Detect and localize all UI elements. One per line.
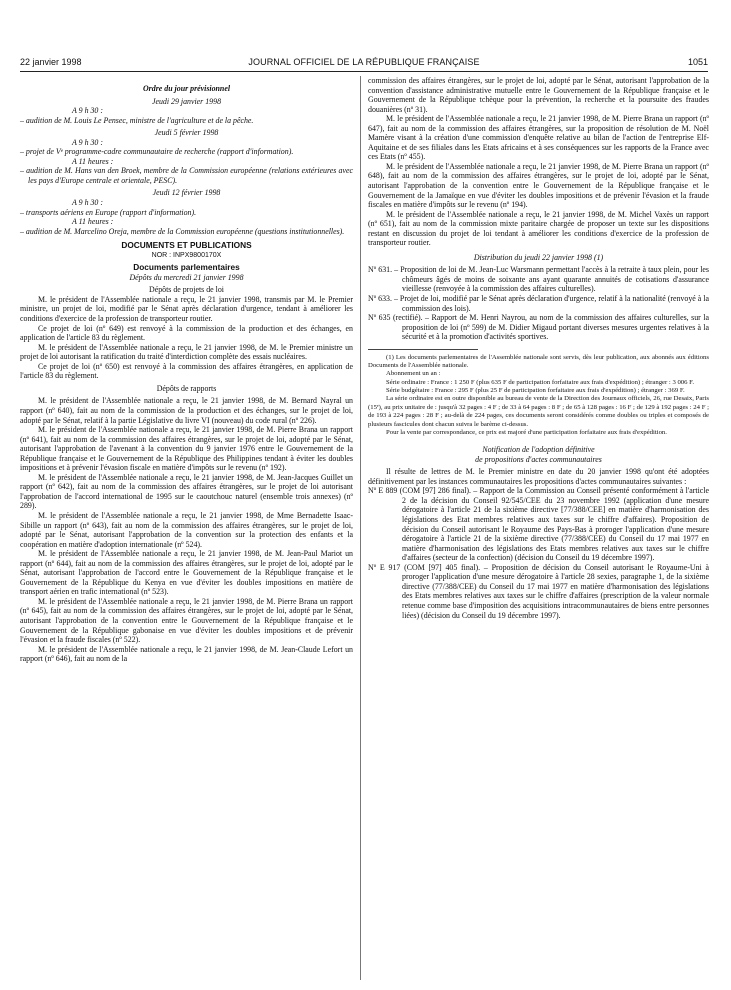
community-act-item: Nº E 917 (COM [97] 405 final). – Proposition de décision du Conseil autorisant le Royaume-Uni à proroger l'application d'une mesure dérogatoire à l'article 28 sexies, paragraphe 1, de la sixième directive (77/388/CEE) du Conseil du 17 mai 1977 en matière d'harmonisation des législations des Etats membres relatives aux taxes sur le chiffre d'affaires (prescription de la valeur normale retenue comme base d'imposition des acquisitions intracommunautaires de biens entre personnes liées) (décision du Conseil du 19 décembre 1997).: [368, 562, 709, 620]
paragraph: M. le président de l'Assemblée nationale a reçu, le 21 janvier 1998, transmis par M. le Premier ministre, un projet de loi, modifié par le Sénat après déclaration d'urgence, tendant à améliorer les conditions d'exercice de la profession de transporteur routier.: [20, 294, 353, 324]
nor-code: NOR : INPX9800170X: [151, 251, 222, 259]
running-header: [20, 57, 708, 71]
odj-time: A 9 h 30 :: [72, 106, 103, 116]
notification-heading-line2: de propositions d'actes communautaires: [475, 454, 602, 464]
paragraph: M. le président de l'Assemblée nationale a reçu, le 21 janvier 1998, de M. Pierre Brana un rapport (nº 648), fait au nom de la commission des affaires étrangères, sur le projet de loi, adopté par le Sénat, autorisant l'approbation de la convention entre le Gouvernement de la République française et le Gouvernement de la Jamaïque en vue d'éviter les doubles impositions et de prévenir l'évasion et la fraude fiscales en matière d'impôts sur le revenu (nº 194).: [368, 161, 709, 210]
footnote: La série ordinaire est en outre disponible au bureau de vente de la Direction des Journaux officiels, 26, rue Desaix, Paris (15ᵉ), au prix unitaire de : jusqu'à 32 pages : 4 F ; de 33 à 64 pages : 8 F ; de 65 à 128 pages : 16 F ; de 129 à 192 pages : 24 F ; de 193 à 224 pages : 28 F ; au-delà de 224 pages, ces documents seront considérés comme doubles ou triples et composés de plusieurs fascicules dont chacun suivra le barème ci-dessus.: [368, 395, 709, 428]
paragraph: M. le président de l'Assemblée nationale a reçu, le 21 janvier 1998, de M. Pierre Brana un rapport (nº 647), fait au nom de la commission des affaires étrangères, sur la proposition de résolution de M. Noël Mamère visant à la création d'une commission d'enquête relative au bilan de l'action de l'entreprise Elf-Aquitaine et de ses filiales dans les Etats africains et à ses conséquences sur les rapports de la France avec ces Etats (nº 455).: [368, 114, 709, 162]
header-date: 22 janvier 1998: [20, 57, 82, 67]
column-divider: [360, 76, 361, 980]
paragraph: Ce projet de loi (nº 649) est renvoyé à la commission de la production et des échanges, en application de l'article 83 du règlement.: [20, 323, 353, 343]
docs-title: DOCUMENTS ET PUBLICATIONS: [121, 240, 252, 251]
paragraph: M. le président de l'Assemblée nationale a reçu, le 21 janvier 1998, de M. Jean-Jacques Guillet un rapport (nº 642), fait au nom de la commission des affaires étrangères, sur le projet de loi autorisant l'approbation de l'accord international de 1995 sur le caoutchouc naturel (ensemble trois annexes) (nº 289).: [20, 472, 353, 511]
distribution-item: Nº 633. – Projet de loi, modifié par le Sénat après déclaration d'urgence, relatif à la nationalité (renvoyé à la commission des lois).: [368, 294, 709, 313]
left-column: [20, 76, 353, 664]
odj-item: – audition de M. Marcelino Oreja, membre de la Commission européenne (questions institutionnelles).: [20, 226, 345, 236]
odj-time: A 11 heures :: [72, 217, 114, 227]
paragraph: M. le président de l'Assemblée nationale a reçu, le 21 janvier 1998, de M. Jean-Claude Lefort un rapport (nº 646), fait au nom de la: [20, 644, 353, 664]
docs-parl-heading: Documents parlementaires: [133, 262, 240, 273]
footnote-rule: [368, 349, 478, 350]
journal-title: JOURNAL OFFICIEL DE LA RÉPUBLIQUE FRANÇAISE: [248, 57, 480, 67]
footnote: (1) Les documents parlementaires de l'Assemblée nationale sont servis, dès leur publication, aux abonnés aux éditions Documents de l'Assemblée nationale.: [368, 353, 709, 370]
odj-item: – audition de M. Hans van den Broek, membre de la Commission européenne (relations extérieures avec les pays d'Europe centrale et orientale, PESC).: [20, 166, 353, 185]
page-number: 1051: [687, 57, 708, 67]
paragraph: commission des affaires étrangères, sur le projet de loi, adopté par le Sénat, autorisant l'approbation de la convention d'assistance administrative mutuelle entre le Gouvernement de la République française et le Gouvernement de la République tchèque pour la prévention, la recherche et la poursuite des fraudes douanières (nº 31).: [368, 76, 709, 114]
odj-title: Ordre du jour prévisionnel: [142, 84, 231, 93]
depots-rapports-heading: Dépôts de rapports: [156, 383, 217, 393]
paragraph: M. le président de l'Assemblée nationale a reçu, le 21 janvier 1998, de M. Jean-Paul Mariot un rapport (nº 644), fait au nom de la commission des affaires étrangères, sur le projet de loi, adopté par le Sénat, autorisant l'approbation de l'accord entre le Gouvernement de la République française et le Gouvernement de la République du Kenya en vue d'éviter les doubles impositions en matière de transport aérien en trafic international (nº 523).: [20, 549, 353, 597]
header-rule: [20, 71, 708, 72]
distribution-heading: Distribution du jeudi 22 janvier 1998 (1): [473, 252, 604, 262]
paragraph: M. le président de l'Assemblée nationale a reçu, le 21 janvier 1998, de Mme Bernadette Isaac-Sibille un rapport (nº 643), fait au nom de la commission des affaires étrangères, sur le projet de loi, adopté par le Sénat, autorisant l'approbation de la convention sur la protection des enfants et la coopération en matière d'adoption internationale (nº 524).: [20, 510, 353, 549]
distribution-item: Nº 635 (rectifié). – Rapport de M. Henri Nayrou, au nom de la commission des affaires culturelles, sur la proposition de loi (nº 599) de M. Didier Migaud portant diverses mesures urgentes relatives à la sécurité et à la promotion d'activités sportives.: [368, 313, 709, 342]
paragraph: M. le président de l'Assemblée nationale a reçu, le 21 janvier 1998, de M. le Premier ministre un projet de loi autorisant la ratification du traité d'interdiction complète des essais nucléaires.: [20, 342, 353, 362]
footnote: Abonnement un an :: [386, 370, 441, 378]
odj-date-1: Jeudi 29 janvier 1998: [151, 96, 222, 106]
distribution-item: Nº 631. – Proposition de loi de M. Jean-Luc Warsmann permettant l'accès à la retraite à taux plein, pour les chômeurs âgés de moins de soixante ans ayant quarante annuités de cotisations d'assurance vieillesse (renvoyée à la commission des affaires culturelles).: [368, 265, 709, 294]
notification-heading-line1: Notification de l'adoption définitive: [482, 445, 595, 455]
footnote: Série ordinaire : France : 1 250 F (plus 635 F de participation forfaitaire aux frais d'expédition) ; étranger : 3 006 F.: [386, 378, 695, 386]
footnote: Pour la vente par correspondance, ce prix est majoré d'une participation forfaitaire aux frais d'expédition.: [386, 428, 667, 436]
paragraph: M. le président de l'Assemblée nationale a reçu, le 21 janvier 1998, de M. Michel Vaxès un rapport (nº 651), fait au nom de la commission mixte paritaire chargée de proposer un texte sur les dispositions restant en discussion du projet de loi tendant à améliorer les conditions d'exercice de la profession de transporteur routier.: [368, 209, 709, 248]
community-act-item: Nº E 889 (COM [97] 286 final). – Rapport de la Commission au Conseil présenté conformément à l'article 2 de la décision du Conseil 92/545/CEE du 23 novembre 1992 (application d'une mesure dérogatoire à l'article 21 de la sixième directive [77/388/CEE] en matière d'harmonisation des législations des Etat membres relatives aux taxes sur le chiffre d'affaires). Proposition de décision du Conseil autorisant le Royaume des Pays-Bas à proroger l'application d'une mesure dérogatoire à l'article 21 de la sixième directive (77/388/CEE) du Conseil du 17 mai 1977 en matière d'harmonisation des législations des Etats membres relatives aux taxes sur le chiffre d'affaires (secteur de la confection) (décision du Conseil du 19 décembre 1997).: [368, 486, 709, 563]
right-column: [368, 76, 709, 620]
odj-time: A 9 h 30 :: [72, 198, 103, 208]
paragraph: M. le président de l'Assemblée nationale a reçu, le 21 janvier 1998, de M. Pierre Brana un rapport (nº 641), fait au nom de la commission des affaires étrangères, sur le projet de loi, adopté par le Sénat, autorisant l'approbation de l'avenant à la convention du 9 janvier 1976 entre le Gouvernement de la République française et le Gouvernement de la République des Philippines tendant à éviter les doubles impositions et à prévenir l'évasion fiscale en matière d'impôts sur le revenu (nº 192).: [20, 425, 353, 473]
odj-time: A 11 heures :: [72, 156, 114, 166]
paragraph: M. le président de l'Assemblée nationale a reçu, le 21 janvier 1998, de M. Pierre Brana un rapport (nº 645), fait au nom de la commission des affaires étrangères, sur le projet de loi, adopté par le Sénat, autorisant l'approbation de la convention entre le Gouvernement de la République française et le Gouvernement de la République gabonaise en vue d'éviter les doubles impositions et de prévenir l'évasion et la fraude fiscales (nº 522).: [20, 596, 353, 645]
odj-item: – projet de Vᵉ programme-cadre communautaire de recherche (rapport d'information).: [20, 147, 294, 157]
odj-item: – transports aériens en Europe (rapport d'information).: [20, 207, 197, 217]
paragraph: M. le président de l'Assemblée nationale a reçu, le 21 janvier 1998, de M. Bernard Nayral un rapport (nº 640), fait au nom de la commission de la production et des échanges, sur le projet de loi, adopté par le Sénat, relatif à la partie Législative du livre VI (nouveau) du code rural (nº 226).: [20, 396, 353, 425]
odj-date-3: Jeudi 12 février 1998: [152, 188, 221, 198]
paragraph: Ce projet de loi (nº 650) est renvoyé à la commission des affaires étrangères, en application de l'article 83 du règlement.: [20, 361, 353, 381]
odj-time: A 9 h 30 :: [72, 137, 103, 147]
odj-date-2: Jeudi 5 février 1998: [154, 128, 219, 138]
paragraph: Il résulte de lettres de M. le Premier ministre en date du 20 janvier 1998 qu'ont été adoptées définitivement par les instances communautaires les propositions d'actes communautaires suivantes :: [368, 467, 709, 486]
depots-date: Dépôts du mercredi 21 janvier 1998: [129, 272, 244, 282]
odj-item: – audition de M. Louis Le Pensec, ministre de l'agriculture et de la pêche.: [20, 115, 254, 125]
depots-projets-heading: Dépôts de projets de loi: [149, 285, 224, 295]
footnote: Série budgétaire : France : 295 F (plus 25 F de participation forfaitaire aux frais d'expédition) ; étranger : 369 F.: [386, 387, 685, 395]
